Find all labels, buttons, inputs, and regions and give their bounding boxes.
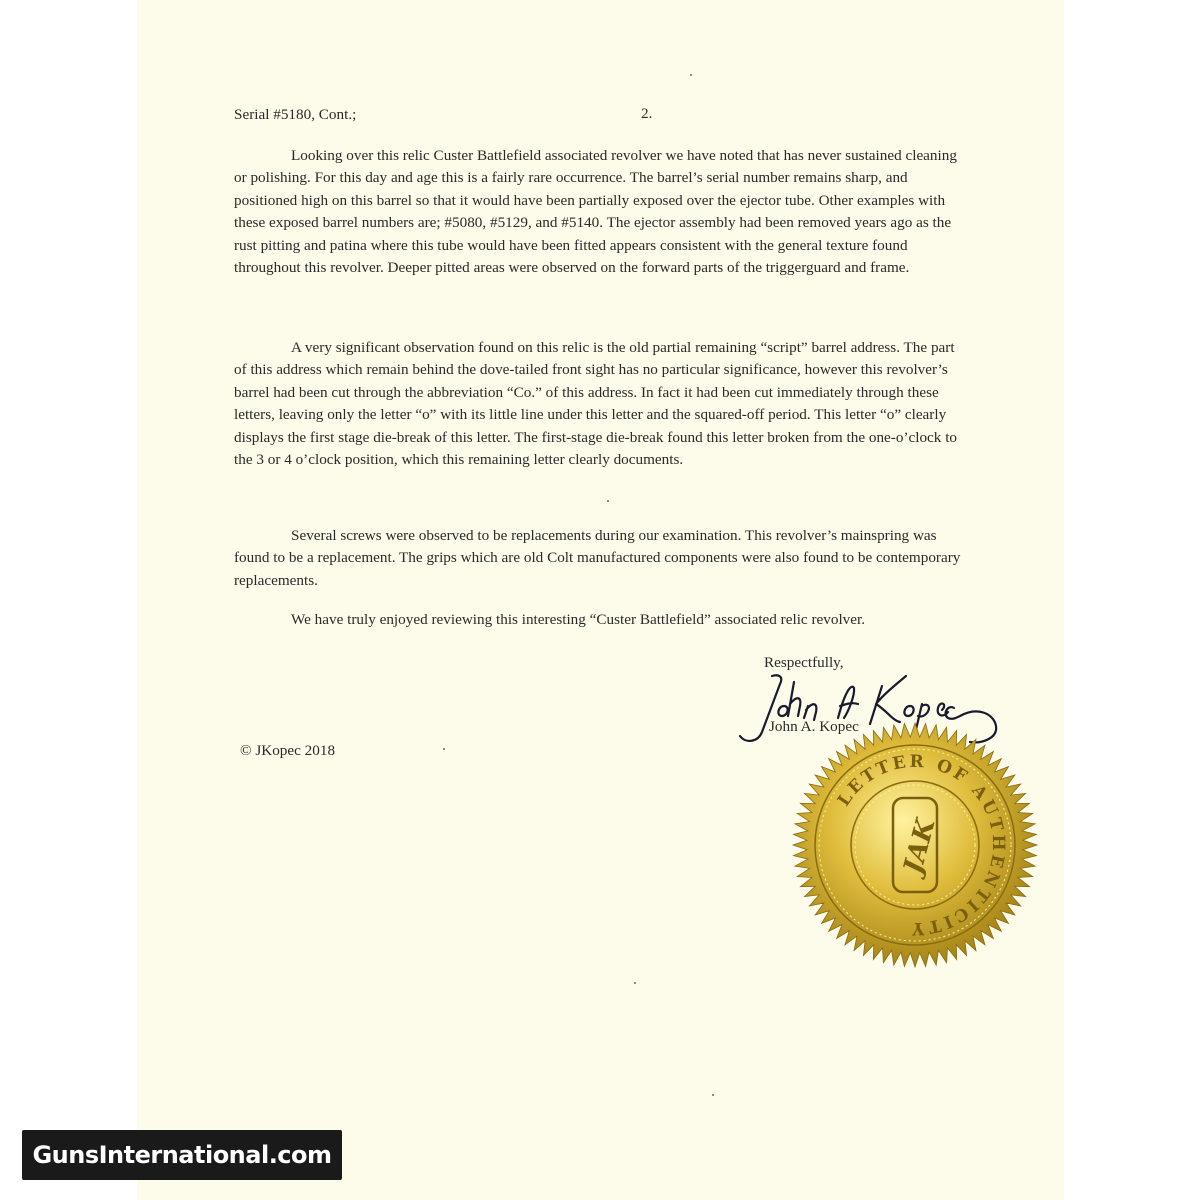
- page-number: 2.: [641, 105, 653, 122]
- scan-speck: [690, 74, 692, 76]
- body-paragraph: We have truly enjoyed reviewing this interesting “Custer Battlefield” associated relic revolver.: [291, 611, 866, 628]
- document-header: Serial #5180, Cont.;: [234, 106, 357, 123]
- scan-speck: [607, 500, 609, 502]
- closing-salutation: Respectfully,: [764, 654, 844, 671]
- scan-speck: [634, 982, 636, 984]
- body-paragraph: A very significant observation found on this relic is the old partial remaining “script” barrel address. The part of this address which remain behind the dove-tailed front sight has no particular significance, however this revolver’s barrel had been cut through the abbreviation “Co.” of this address. In fact it had been cut immediately through these letters, leaving only the letter “o” with its little line under this letter and the squared-off period. This letter “o” clearly displays the first stage die-break of this letter. The first-stage die-break found this letter broken from the one-o’clock to the 3 or 4 o’clock position, which this remaining letter clearly documents.: [234, 339, 958, 469]
- seal-ring-text: LETTER OF AUTHENTICITY: [833, 751, 1009, 939]
- watermark-text: GunsInternational.com: [32, 1141, 332, 1169]
- scan-speck: [443, 748, 445, 750]
- site-watermark-logo: [22, 1130, 342, 1180]
- scan-speck: [712, 1094, 714, 1096]
- gold-authenticity-seal: [790, 720, 1040, 970]
- seal-monogram: JAK: [898, 815, 942, 877]
- signer-name: John A. Kopec: [769, 718, 859, 735]
- copyright-notice: © JKopec 2018: [240, 742, 336, 759]
- body-paragraph: Looking over this relic Custer Battlefield associated revolver we have noted that has never sustained cleaning or polishing. For this day and age this is a fairly rare occurrence. The barrel’s serial number remains sharp, and positioned high on this barrel so that it would have been partially exposed over the ejector tube. Other examples with these exposed barrel numbers are; #5080, #5129, and #5140. The ejector assembly had been removed years ago as the rust pitting and patina where this tube would have been fitted appears consistent with the general texture found throughout this revolver. Deeper pitted areas were observed on the forward parts of the triggerguard and frame.: [234, 147, 957, 277]
- body-paragraph: Several screws were observed to be replacements during our examination. This revolver’s mainspring was found to be a replacement. The grips which are old Colt manufactured components were also found to be contemporary replacements.: [234, 527, 961, 589]
